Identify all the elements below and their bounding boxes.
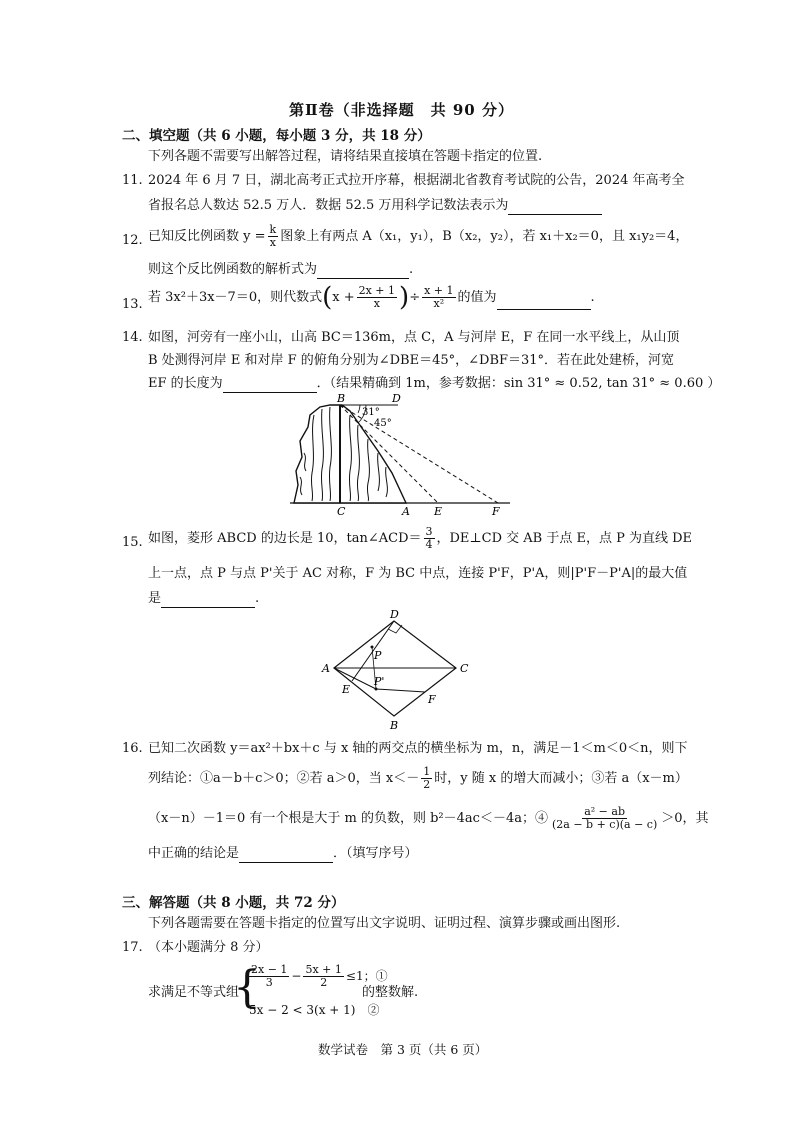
denominator: 4 xyxy=(425,538,433,551)
denominator: x xyxy=(373,297,380,310)
numerator: a² − ab xyxy=(584,805,625,818)
minus-sign: − xyxy=(291,969,302,983)
section-heading-fill-blank: 二、填空题（共 6 小题，每小题 3 分，共 18 分） xyxy=(122,128,431,144)
question-text-part: 中正确的结论是 xyxy=(148,846,240,861)
question-text xyxy=(148,375,720,393)
question-number: 12. xyxy=(122,233,143,248)
fraction xyxy=(424,526,435,551)
label-B: B xyxy=(337,393,346,405)
question-text-part: ，DE⊥CD 交 AB 于点 E，点 P 为直线 DE xyxy=(436,531,693,546)
answer-blank[interactable] xyxy=(317,264,409,279)
denominator: (2a − b + c)(a − c) xyxy=(551,818,658,831)
label-P-prime: P' xyxy=(374,675,385,688)
question-text-part: 如图，菱形 ABCD 的边长是 10，tan∠ACD＝ xyxy=(148,531,422,546)
question-text-part: 图象上有两点 A（x₁，y₁），B（x₂，y₂），若 x₁＋x₂＝0，且 x₁y₂＝4， xyxy=(280,229,689,244)
question-text: 则这个反比例函数的解析式为 . xyxy=(148,262,414,277)
question-number: 13. xyxy=(122,297,143,312)
question-number: 17. xyxy=(122,940,143,955)
fraction xyxy=(268,224,279,249)
section-instruction: 下列各题需要在答题卡指定的位置写出文字说明、证明过程、演算步骤或画出图形. xyxy=(148,916,621,931)
question-text: 求满足不等式组 xyxy=(148,985,240,1000)
question-text: 已知二次函数 y＝ax²＋bx＋c 与 x 轴的两交点的横坐标为 m，n，满足－1＜m＜0＜n，则下 xyxy=(148,741,688,756)
question-number: 16. xyxy=(122,741,143,756)
label-E: E xyxy=(342,683,351,696)
question-text-part: 已知反比例函数 y = xyxy=(148,229,266,244)
label-A: A xyxy=(402,505,410,517)
question-text-part: （x－n）－1＝0 有一个根是大于 m 的负数，则 b²－4ac＜－4a；④ xyxy=(148,811,548,826)
mountain-river-figure xyxy=(280,393,520,517)
denominator: 2 xyxy=(423,778,431,791)
fraction xyxy=(303,964,343,989)
question-text-part: ＞0，其 xyxy=(661,811,709,826)
page-footer: 数学试卷 第 3 页（共 6 页） xyxy=(318,1042,488,1057)
fraction xyxy=(550,806,659,831)
label-angle-31: 31° xyxy=(362,407,380,418)
question-text: 若 3x²＋3x－7＝0，则代数式(x + $\frac{2x + 1}{x}$ )÷ $\frac{x + 1}{\text{x²}}$ 的值为 . xyxy=(148,282,595,313)
page-title: 第Ⅱ卷（非选择题 共 90 分） xyxy=(289,101,514,119)
question-text: 上一点，点 P 与点 P'关于 AC 对称，F 为 BC 中点，连接 P'F，P'A，则|P'F－P'A|的最大值 xyxy=(148,566,688,581)
numerator: 2x − 1 xyxy=(251,963,288,976)
fraction xyxy=(421,766,432,791)
question-text xyxy=(148,806,709,831)
question-text-part: 是 xyxy=(148,591,162,606)
question-number: 15. xyxy=(122,535,143,550)
denominator: 2 xyxy=(320,976,328,989)
label-C: C xyxy=(460,662,469,675)
question-text: 2024 年 6 月 7 日，湖北高考正式拉开序幕，根据湖北省教育考试院的公告，2024 年高考全 xyxy=(148,173,685,188)
question-text-part: 若 3x²＋3x－7＝0，则代数式 xyxy=(148,290,323,305)
denominator: x² xyxy=(433,297,445,310)
fraction xyxy=(249,964,289,989)
question-text: 的整数解. xyxy=(362,985,419,1000)
question-text: 如图，河旁有一座小山，山高 BC＝136m，点 C，A 与河岸 E，F 在同一水平线上，从山顶 xyxy=(148,330,680,345)
denominator: 3 xyxy=(265,976,273,989)
numerator: 3 xyxy=(425,525,433,538)
label-F: F xyxy=(492,505,500,517)
section-heading-solve: 三、解答题（共 8 小题，共 72 分） xyxy=(122,895,345,911)
numerator: k xyxy=(269,223,277,236)
expr: x + xyxy=(332,290,355,305)
label-angle-45: 45° xyxy=(374,418,392,429)
question-text xyxy=(148,224,688,249)
question-text-part: 的值为 xyxy=(457,290,497,305)
numerator: x + 1 xyxy=(424,284,454,297)
question-score: （本小题满分 8 分） xyxy=(148,940,269,955)
answer-blank[interactable] xyxy=(497,295,591,310)
label-B: B xyxy=(390,719,399,732)
question-text-part: 时，y 随 x 的增大而减小；③若 a（x－m） xyxy=(434,771,688,786)
rhombus-figure xyxy=(318,607,478,733)
inequality-2: 5x − 2 < 3(x + 1) ② xyxy=(249,1003,380,1017)
answer-blank[interactable] xyxy=(223,378,317,393)
question-text xyxy=(148,526,692,551)
question-text: 是 . xyxy=(148,591,260,606)
answer-blank[interactable] xyxy=(161,593,255,608)
question-text xyxy=(148,766,688,791)
system-brace: { xyxy=(233,962,261,1013)
question-text xyxy=(148,845,418,863)
question-text-part: ．（结果精确到 1m，参考数据：sin 31° ≈ 0.52, tan 31° ≈ 0.60 ） xyxy=(316,376,721,391)
inequality-tail: ≤1；① xyxy=(345,969,388,983)
question-number: 14. xyxy=(122,330,143,345)
fraction xyxy=(357,285,397,310)
label-D: D xyxy=(392,393,401,405)
question-text-part: EF 的长度为 xyxy=(148,376,223,391)
label-F: F xyxy=(428,693,436,706)
numerator: 2x + 1 xyxy=(358,284,396,297)
question-text-part: 则这个反比例函数的解析式为 xyxy=(148,262,318,277)
numerator: 1 xyxy=(423,765,431,778)
numerator: 5x + 1 xyxy=(305,963,342,976)
denominator: x xyxy=(269,236,276,249)
label-C: C xyxy=(337,505,346,517)
answer-blank[interactable] xyxy=(508,200,602,215)
section-instruction: 下列各题不需要写出解答过程，请将结果直接填在答题卡指定的位置. xyxy=(148,149,543,164)
label-E: E xyxy=(434,505,443,517)
question-number: 11. xyxy=(122,173,143,188)
label-A: A xyxy=(322,662,330,675)
label-D: D xyxy=(390,608,399,621)
question-text: B 处测得河岸 E 和对岸 F 的俯角分别为∠DBE＝45°，∠DBF＝31°．若在此处建桥，河宽 xyxy=(148,353,675,368)
question-text xyxy=(148,197,602,215)
fraction xyxy=(422,285,455,310)
question-text-part: ．（填写序号） xyxy=(333,846,418,861)
divide-sign: ÷ xyxy=(409,290,421,305)
question-text-part: 省报名总人数达 52.5 万人．数据 52.5 万用科学记数法表示为 xyxy=(148,198,509,213)
question-text-part: 列结论：①a－b＋c＞0；②若 a＞0，当 x＜－ xyxy=(148,771,420,786)
answer-blank[interactable] xyxy=(239,848,333,863)
label-P: P xyxy=(374,649,382,662)
